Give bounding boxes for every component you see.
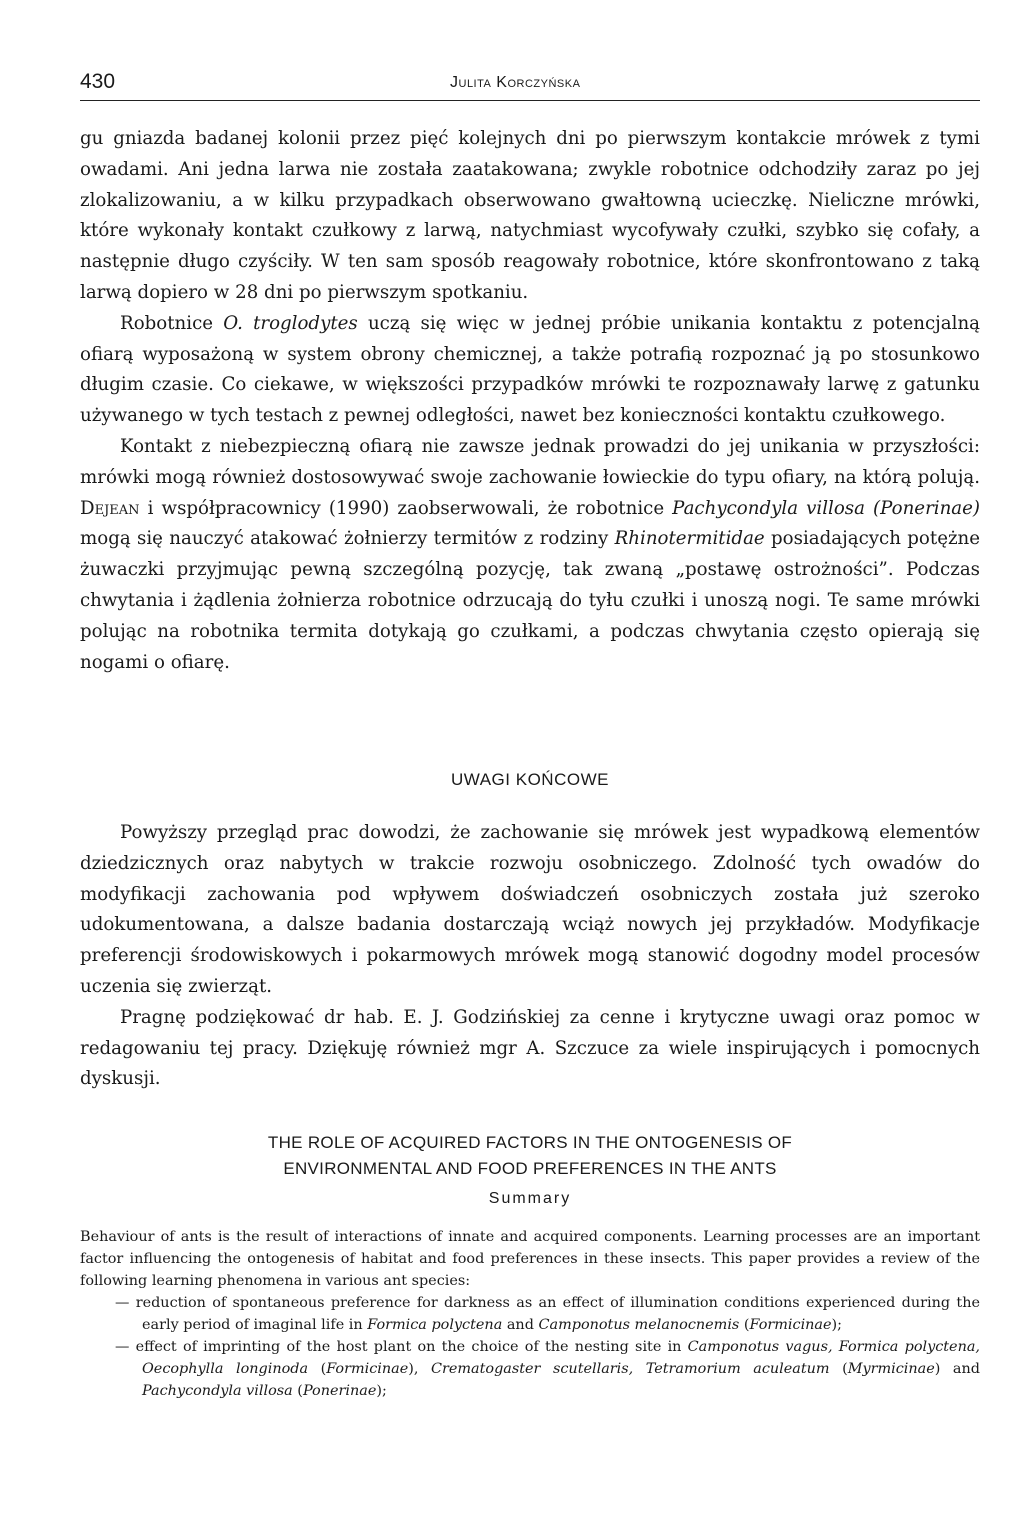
summary-list-item: [80, 1336, 980, 1402]
summary-intro: Behaviour of ants is the result of interactions of innate and acquired components. Learning processes are an important factor influencing the ontogenesis of habitat and food preferences in these insects. This paper provides a review of the following learning phenomena in various ant species:: [80, 1229, 980, 1289]
acknowledgements-paragraph: Pragnę podziękować dr hab. E. J. Godzińskiej za cenne i krytyczne uwagi oraz pomoc w redagowaniu tej pracy. Dziękuję również mgr A. Szczuce za wiele inspirujących i pomocnych dyskusji.: [80, 1006, 980, 1090]
page-number: 430: [80, 70, 116, 93]
family-name: Rhinotermitidae: [614, 528, 765, 550]
paragraph-1: [80, 124, 980, 309]
family-name: Formicinae: [326, 1361, 409, 1377]
species-name: O. troglodytes: [223, 312, 358, 334]
paragraph-3-text-b: i współpracownicy (1990) zaobserwowali, że robotnice: [139, 497, 673, 519]
summary-title: [80, 1130, 980, 1182]
list-item-text: (: [739, 1317, 750, 1333]
section-title: UWAGI KOŃCOWE: [451, 770, 609, 789]
list-item-text: ) and: [934, 1361, 980, 1377]
paragraph-3: [80, 432, 980, 678]
list-item-text: — reduction of spontaneous preference for darkness as an effect of illumination conditions experienced during the early period of imaginal life in: [115, 1295, 980, 1333]
list-item-text: (: [292, 1383, 303, 1399]
page-header: [80, 66, 980, 101]
summary-title-line-2: ENVIRONMENTAL AND FOOD PREFERENCES IN THE ANTS: [283, 1159, 777, 1178]
author-name: Dejean: [80, 497, 140, 519]
list-item-text: (: [308, 1361, 327, 1377]
list-item-text: );: [376, 1383, 387, 1399]
list-item-text: — effect of imprinting of the host plant on the choice of the nesting site in: [115, 1339, 688, 1355]
paragraph-3-text-d: posiadających potężne żuwaczki przyjmując pewną szczególną pozycję, tak zwaną „postawę ostrożności”. Podczas chwytania i żądlenia żołnierza robotnice odrzucają do tyłu czułki i unoszą nogi. Te same mrówki polując na robotnika termita dotykają go czułkami, a podczas chwytania często opierają się nogami o ofiarę.: [80, 528, 981, 673]
species-name: Camponotus melanocnemis: [538, 1317, 740, 1333]
species-name: Pachycondyla villosa: [142, 1383, 293, 1399]
summary-text: [80, 1226, 980, 1402]
family-name: Formicinae: [749, 1317, 832, 1333]
list-item-text: (: [829, 1361, 848, 1377]
list-item-text: and: [502, 1317, 539, 1333]
species-name: Camponotus vagus, Formica polyctena, Oecophylla longinoda: [142, 1339, 980, 1377]
paragraph-2: [80, 309, 980, 432]
paragraph-1-text: gu gniazda badanej kolonii przez pięć kolejnych dni po pierwszym kontakcie mrówek z tymi owadami. Ani jedna larwa nie została zaatakowana; zwykle robotnice odchodziły zaraz po jej zlokalizowaniu, a w kilku przypadkach obserwowano gwałtowną ucieczkę. Nieliczne mrówki, które wykonały kontakt czułkowy z larwą, natychmiast wycofywały czułki, szybko się cofały, a następnie długo czyściły. W ten sam sposób reagowały robotnice, które skonfrontowano z taką larwą dopiero w 28 dni po pierwszym spotkaniu.: [80, 128, 980, 303]
species-name: Pachycondyla villosa (Ponerinae): [672, 497, 980, 519]
list-item-text: );: [831, 1317, 842, 1333]
species-name: Formica polyctena: [367, 1317, 503, 1333]
paragraph-2-text-a: Robotnice: [120, 312, 224, 334]
paragraph-3-text-a: Kontakt z niebezpieczną ofiarą nie zawsze jednak prowadzi do jej unikania w przyszłości: mrówki mogą również dostosowywać swoje zachowanie łowieckie do typu ofiary, na którą polują.: [80, 435, 980, 488]
running-head-author: Julita Korczyńska: [450, 74, 581, 91]
paragraph-3-text-c: mogą się nauczyć atakować żołnierzy termitów z rodziny: [80, 528, 615, 550]
family-name: Ponerinae: [302, 1383, 377, 1399]
family-name: Myrmicinae: [847, 1361, 935, 1377]
species-name: Crematogaster scutellaris, Tetramorium aculeatum: [431, 1361, 830, 1377]
summary-list-item: [80, 1292, 980, 1336]
closing-text: [80, 818, 980, 1095]
list-item-text: ),: [408, 1361, 431, 1377]
body-text: [80, 124, 980, 678]
summary-label: Summary: [488, 1190, 572, 1207]
paragraph-2-text-b: uczą się więc w jednej próbie unikania kontaktu z potencjalną ofiarą wyposażoną w system obrony chemicznej, a także potrafią rozpoznać ją po stosunkowo długim czasie. Co ciekawe, w większości przypadków mrówki te rozpoznawały larwę z gatunku używanego w tych testach z pewnej odległości, nawet bez konieczności kontaktu czułkowego.: [80, 312, 980, 427]
summary-title-line-1: THE ROLE OF ACQUIRED FACTORS IN THE ONTOGENESIS OF: [267, 1133, 793, 1152]
closing-paragraph-1: Powyższy przegląd prac dowodzi, że zachowanie się mrówek jest wypadkową elementów dziedzicznych oraz nabytych w trakcie rozwoju osobniczego. Zdolność tych owadów do modyfikacji zachowania pod wpływem doświadczeń osobniczych została już szeroko udokumentowana, a dalsze badania dostarczają wciąż nowych jej przykładów. Modyfikacje preferencji środowiskowych i pokarmowych mrówek mogą stanowić dogodny model procesów uczenia się zwierząt.: [80, 822, 980, 997]
